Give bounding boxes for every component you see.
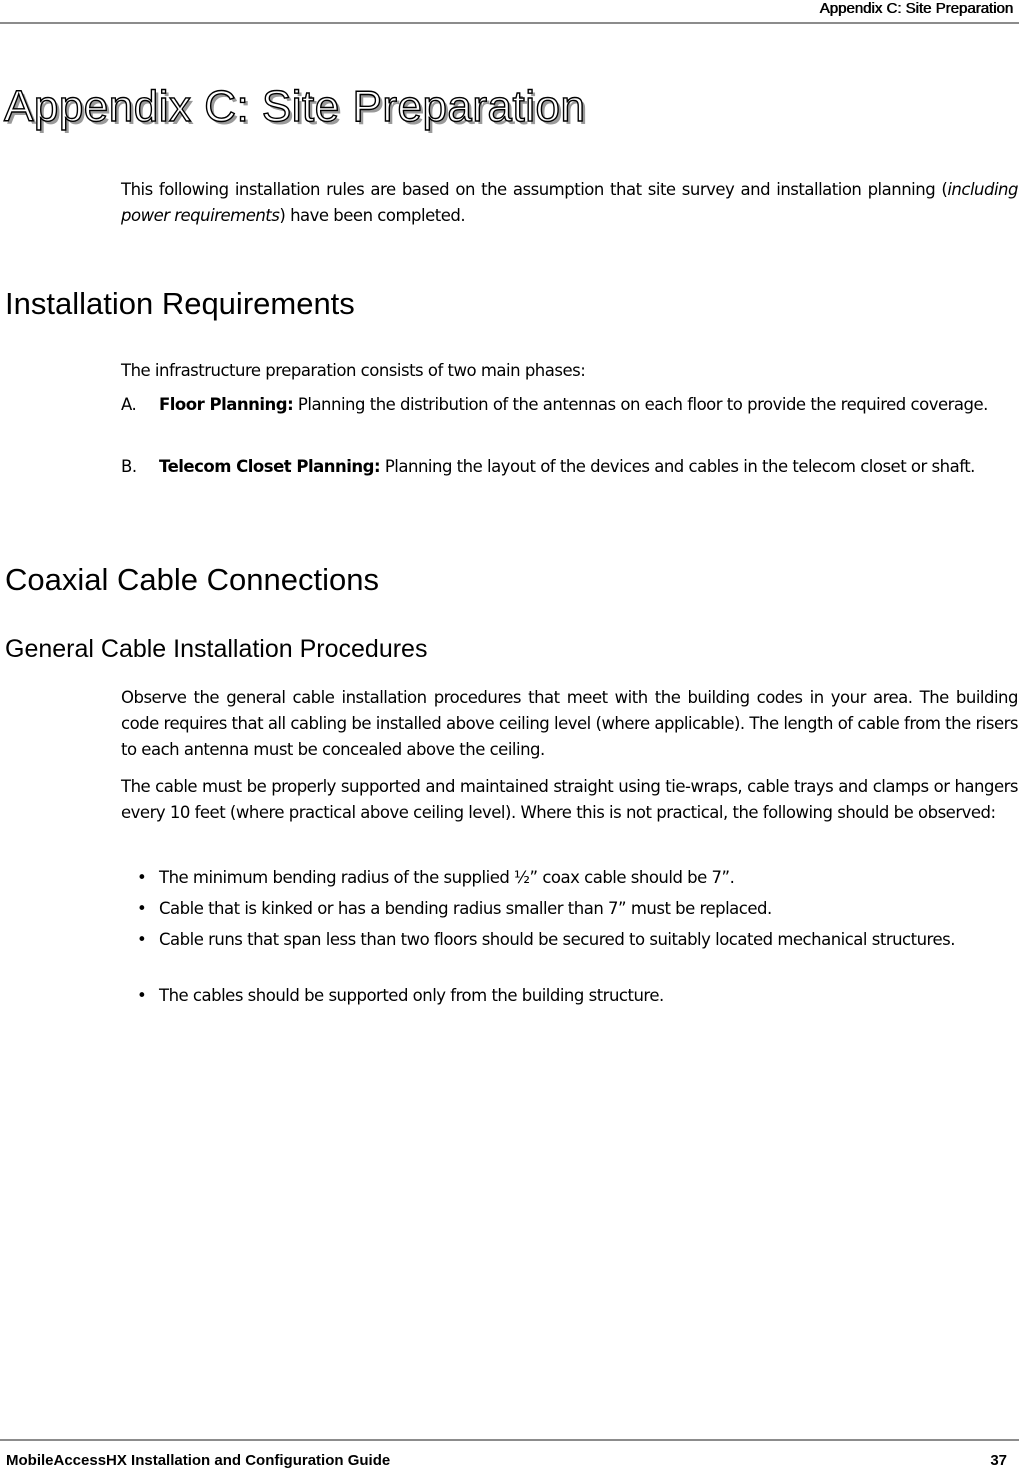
page-title: Appendix C: Site Preparation — [4, 82, 586, 131]
bullet-glyph: • — [137, 986, 147, 1005]
bullet-item-1 — [121, 865, 1018, 891]
phase-text-b: Planning the layout of the devices and cables in the telecom closet or shaft. — [380, 457, 975, 476]
bullet-item-3 — [121, 927, 981, 953]
page-header — [0, 0, 1019, 24]
bullet-item-2 — [121, 896, 1018, 922]
phase-item-b — [121, 454, 1018, 480]
bullet-text-4: The cables should be supported only from the building structure. — [159, 986, 664, 1005]
bullet-glyph: • — [137, 930, 147, 949]
intro-text-start: This following installation rules are based on the assumption that site survey and installation planning ( — [121, 180, 948, 199]
subsection-heading-cable-procedures: General Cable Installation Procedures — [5, 635, 428, 663]
bullet-text-3: Cable runs that span less than two floors should be secured to suitably located mechanical structures. — [159, 930, 955, 949]
bullet-text-2: Cable that is kinked or has a bending radius smaller than 7” must be replaced. — [159, 899, 772, 918]
phase-title-a: Floor Planning: — [159, 395, 294, 414]
running-header: Appendix C: Site Preparation — [819, 0, 1013, 17]
footer-guide-title: MobileAccessHX Installation and Configuration Guide — [6, 1452, 391, 1469]
bullet-glyph: • — [137, 868, 147, 887]
phases-lead-text: The infrastructure preparation consists of two main phases: — [121, 361, 586, 380]
phase-title-b: Telecom Closet Planning: — [159, 457, 381, 476]
phase-text-a: Planning the distribution of the antennas on each floor to provide the required coverage. — [293, 395, 988, 414]
procedures-paragraph-1: Observe the general cable installation procedures that meet with the building codes in your area. The building code requires that all cabling be installed above ceiling level (where applicable). The length of cable from the risers to each antenna must be concealed above the ceiling. — [121, 688, 1018, 759]
phase-marker-b: B. — [121, 457, 137, 476]
section-heading-installation-requirements: Installation Requirements — [5, 286, 355, 321]
intro-paragraph — [121, 177, 1018, 229]
section-heading-coaxial-cable-connections: Coaxial Cable Connections — [5, 562, 379, 597]
procedures-paragraph-2: The cable must be properly supported and maintained straight using tie-wraps, cable trays and clamps or hangers every 10 feet (where practical above ceiling level). Where this is not practical, the following should be observed: — [121, 777, 1018, 822]
bullet-text-1: The minimum bending radius of the supplied ½” coax cable should be 7”. — [159, 868, 735, 887]
bullet-glyph: • — [137, 899, 147, 918]
page-footer — [0, 1439, 1019, 1474]
phase-item-a — [121, 392, 1018, 418]
intro-text-end: ) have been completed. — [279, 206, 466, 225]
intro-italic-note: including power requirements — [121, 180, 1018, 225]
phase-marker-a: A. — [121, 395, 137, 414]
page-number: 37 — [990, 1452, 1007, 1469]
bullet-item-4 — [121, 983, 1018, 1009]
